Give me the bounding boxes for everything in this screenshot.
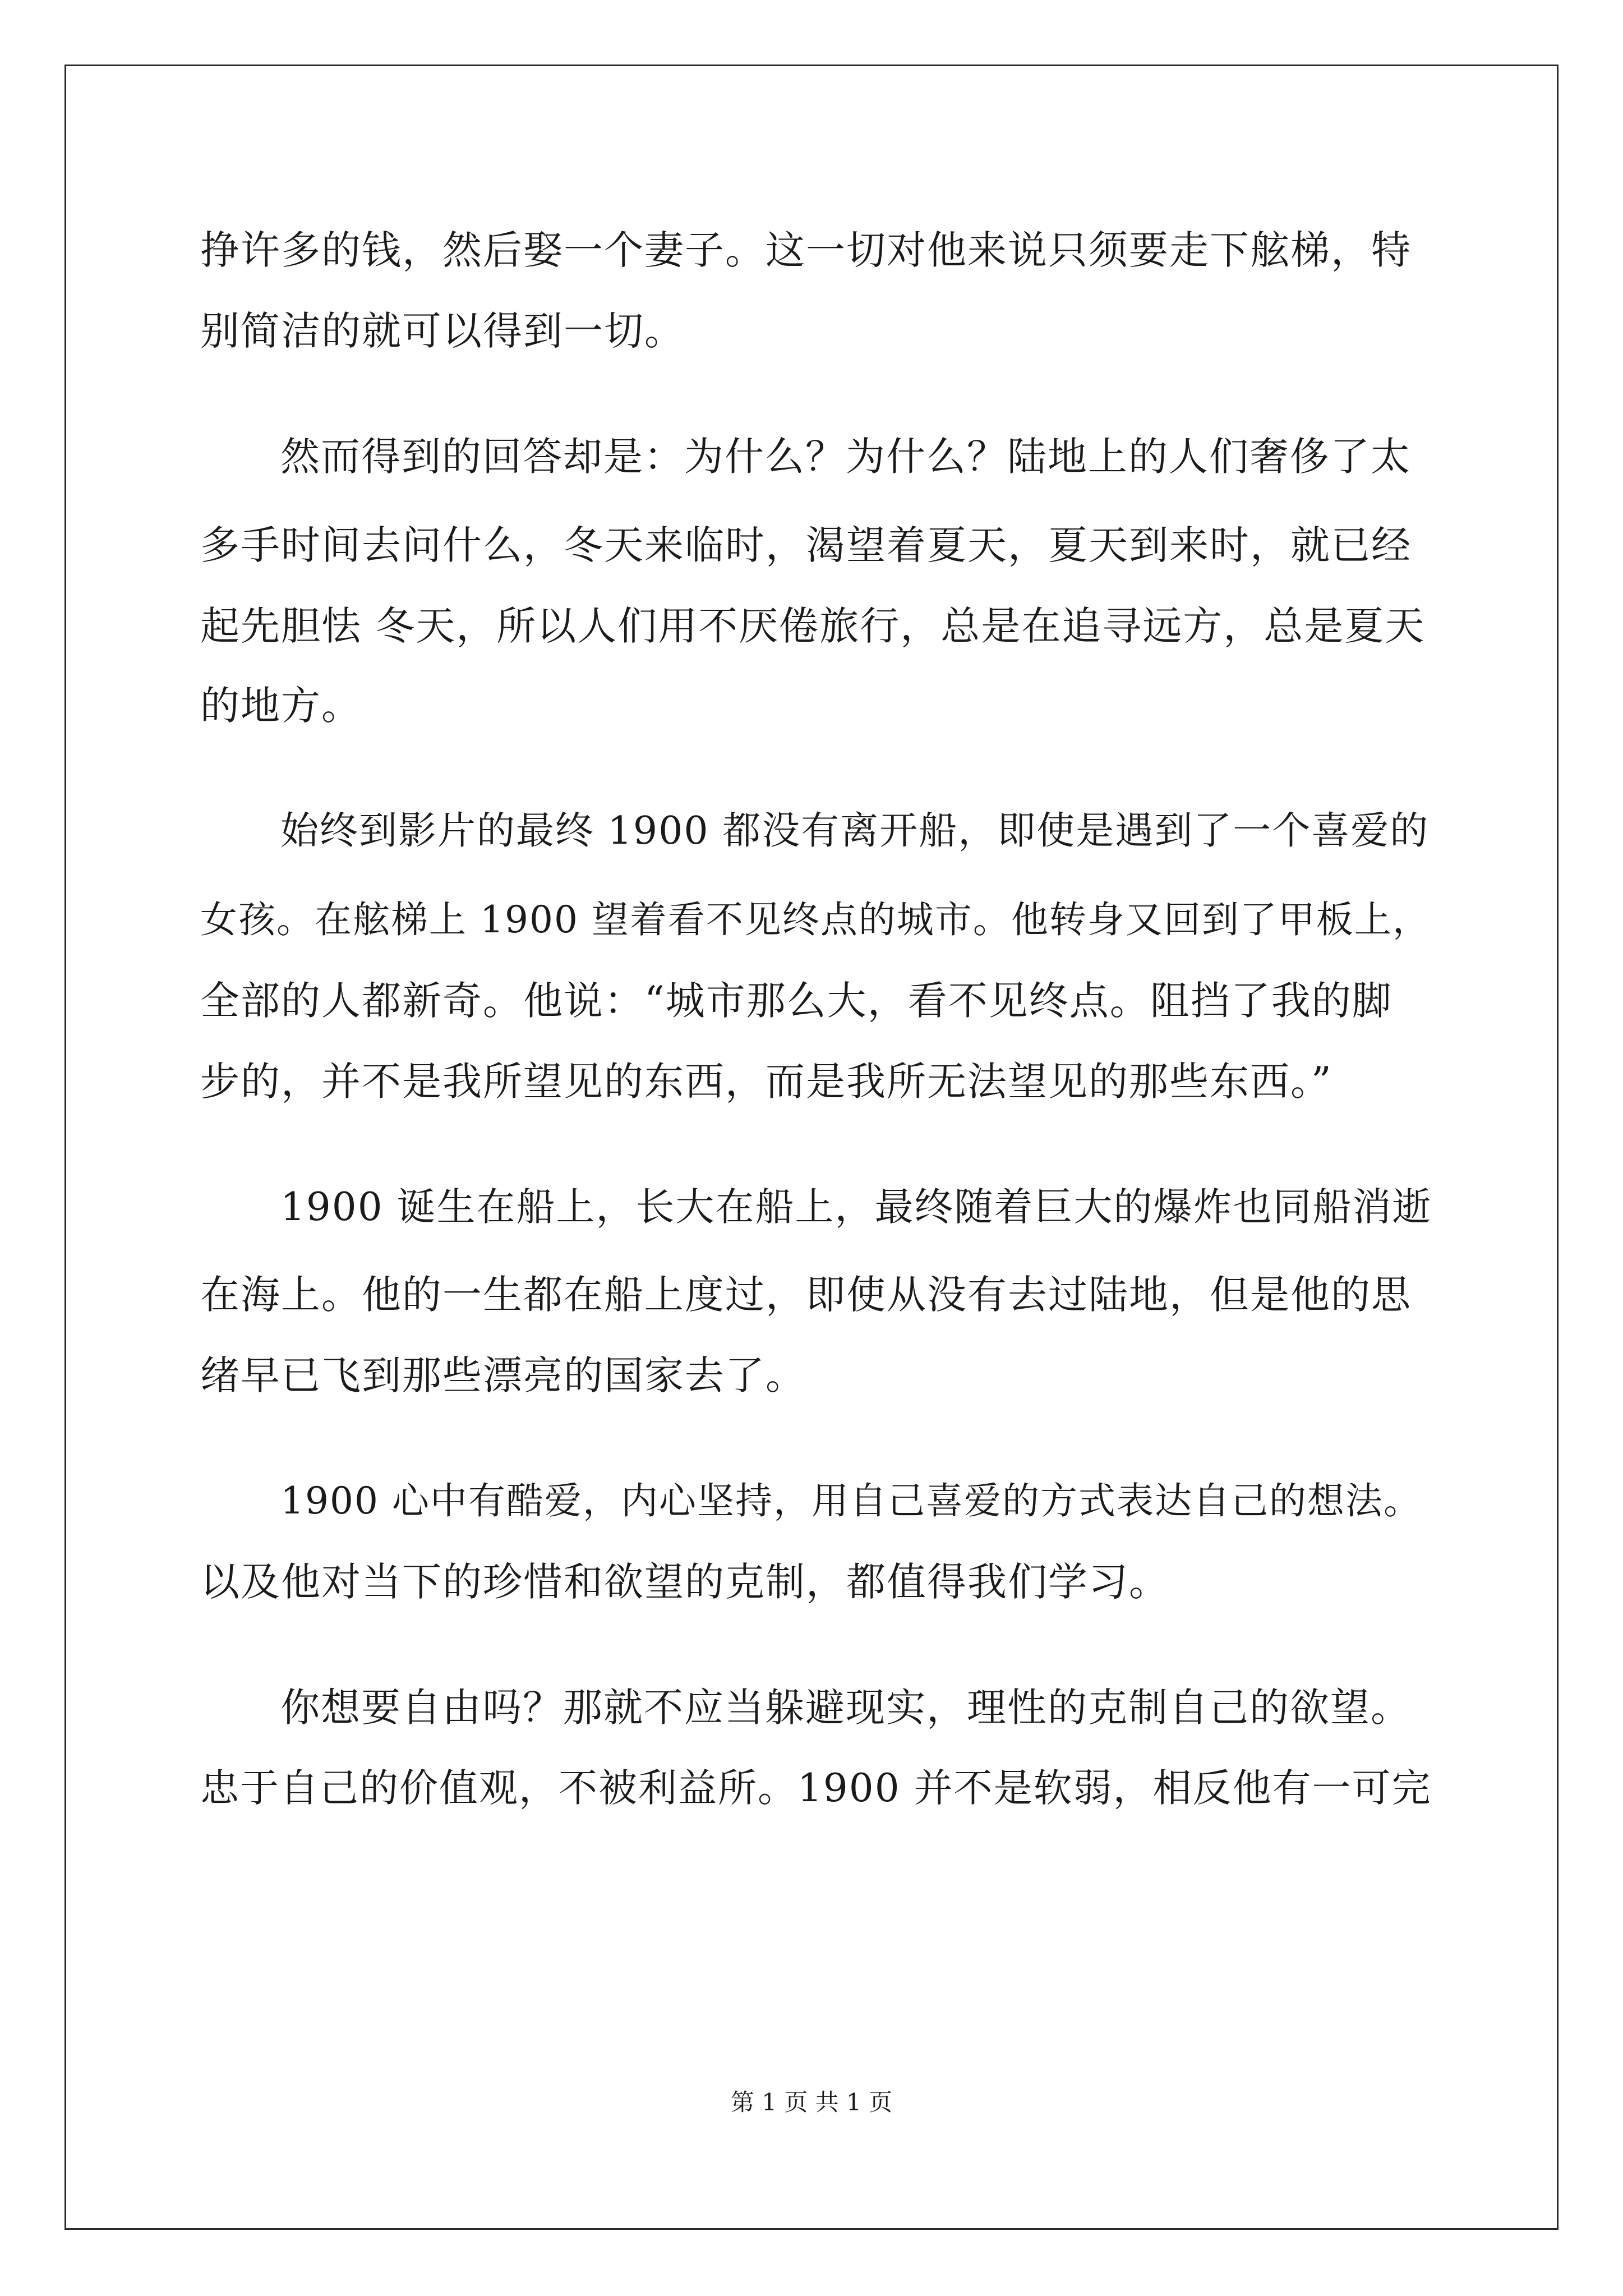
- page-number-footer: 第 1 页 共 1 页: [730, 2088, 893, 2116]
- text-line: 以及他对当下的珍惜和欲望的克制，都值得我们学习。: [200, 1559, 1169, 1605]
- text-line: 绪早已飞到那些漂亮的国家去了。: [200, 1352, 806, 1398]
- text-line: 忠于自己的价值观，不被利益所。1900 并不是软弱，相反他有一可完: [200, 1766, 1432, 1811]
- text-line: 你想要自由吗？那就不应当躲避现实，理性的克制自己的欲望。: [280, 1685, 1411, 1731]
- page-border: [64, 65, 1559, 2230]
- text-line: 然而得到的回答却是：为什么？为什么？陆地上的人们奢侈了太: [280, 434, 1411, 480]
- text-line: 挣许多的钱，然后娶一个妻子。这一切对他来说只须要走下舷梯，特: [200, 227, 1412, 273]
- text-line: 起先胆怯 冬天，所以人们用不厌倦旅行，总是在追寻远方，总是夏天: [200, 603, 1426, 649]
- text-line: 全部的人都新奇。他说：“城市那么大，看不见终点。阻挡了我的脚: [200, 978, 1393, 1024]
- text-line: 的地方。: [200, 683, 362, 729]
- text-line: 始终到影片的最终 1900 都没有离开船，即使是遇到了一个喜爱的: [280, 809, 1430, 853]
- text-line: 多手时间去问什么，冬天来临时，渴望着夏天，夏天到来时，就已经: [200, 522, 1412, 568]
- text-line: 步的，并不是我所望见的东西，而是我所无法望见的那些东西。”: [200, 1059, 1332, 1105]
- text-line: 1900 心中有酷爱，内心坚持，用自己喜爱的方式表达自己的想法。: [280, 1479, 1422, 1522]
- text-line: 1900 诞生在船上，长大在船上，最终随着巨大的爆炸也同船消逝: [280, 1185, 1432, 1230]
- text-line: 在海上。他的一生都在船上度过，即使从没有去过陆地，但是他的思: [200, 1272, 1412, 1318]
- text-line: 别简洁的就可以得到一切。: [200, 308, 685, 354]
- text-line: 女孩。在舷梯上 1900 望着看不见终点的城市。他转身又回到了甲板上，: [200, 898, 1431, 941]
